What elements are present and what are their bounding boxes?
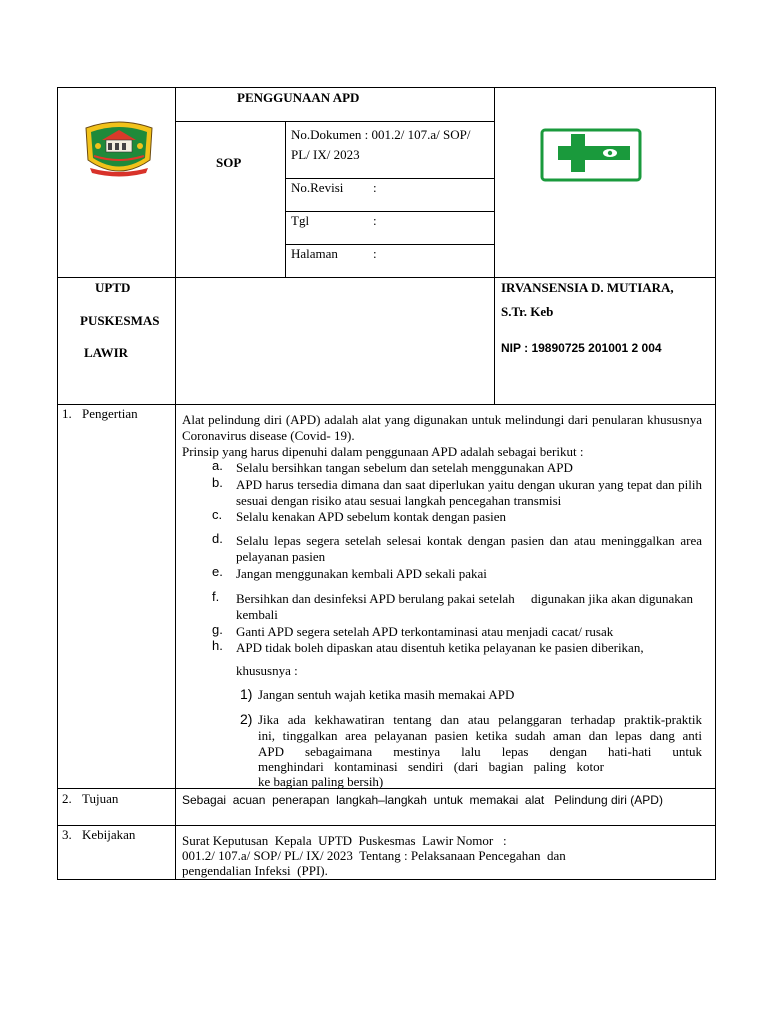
page-colon: :	[373, 246, 377, 261]
section-1-label: Pengertian	[82, 406, 138, 421]
list-marker: a.	[212, 458, 223, 473]
sub-list-line: menghindari kontaminasi sendiri (dari bagian paling kotor	[258, 759, 604, 774]
list-item: Ganti APD segera setelah APD terkontaminasi atau menjadi cacat/ rusak	[236, 624, 614, 639]
revision-colon: :	[373, 180, 377, 195]
puskesmas-logo	[540, 128, 642, 182]
document-title: PENGGUNAAN APD	[237, 90, 360, 105]
emblem-icon	[80, 120, 158, 180]
list-marker: c.	[212, 507, 223, 522]
list-item: Bersihkan dan desinfeksi APD berulang pakai setelah digunakan jika akan digunakan kembali	[236, 591, 697, 622]
list-item: Selalu lepas segera setelah selesai kontak dengan pasien dan atau meninggalkan area pelayanan pasien	[236, 533, 702, 564]
sub-list-item: Jangan sentuh wajah ketika masih memakai APD	[258, 687, 515, 702]
section-3-label: Kebijakan	[82, 827, 136, 842]
section-2-number: 2.	[62, 791, 72, 806]
list-item: Selalu kenakan APD sebelum kontak dengan pasien	[236, 509, 507, 524]
sub-list-line: ke bagian paling bersih)	[258, 774, 384, 789]
sub-list-line: ini, tinggalkan area pelayanan pasien ketika sudah aman dan lepas dang anti	[258, 728, 702, 743]
sop-label: SOP	[216, 155, 242, 170]
health-cross-icon	[540, 128, 642, 182]
regional-emblem-logo	[80, 120, 158, 180]
section-2-label: Tujuan	[82, 791, 119, 806]
org-line-2: PUSKESMAS	[80, 313, 160, 328]
sub-list-marker: 2)	[240, 711, 253, 727]
item-h-continuation: khususnya :	[236, 663, 298, 678]
policy-line: Surat Keputusan Kepala UPTD Puskesmas Lawir Nomor :	[182, 833, 507, 848]
signatory-nip: NIP : 19890725 201001 2 004	[501, 341, 662, 355]
list-marker: h.	[212, 638, 223, 653]
signatory-name: IRVANSENSIA D. MUTIARA,	[501, 280, 674, 295]
list-marker: f.	[212, 589, 220, 604]
list-marker: d.	[212, 531, 223, 546]
policy-line: 001.2/ 107.a/ SOP/ PL/ IX/ 2023 Tentang : Pelaksanaan Pencegahan dan	[182, 848, 566, 863]
date-label: Tgl	[291, 213, 310, 228]
principle-text: Prinsip yang harus dipenuhi dalam penggunaan APD adalah sebagai berikut :	[182, 444, 584, 459]
sub-list-line: Jika ada kekhawatiran tentang dan atau pelanggaran terhadap praktik-praktik	[258, 712, 702, 727]
list-item: Jangan menggunakan kembali APD sekali pakai	[236, 566, 487, 581]
page-label: Halaman	[291, 246, 338, 261]
section-1-number: 1.	[62, 406, 72, 421]
list-marker: b.	[212, 475, 223, 490]
section-3-number: 3.	[62, 827, 72, 842]
policy-line: pengendalian Infeksi (PPI).	[182, 863, 328, 878]
list-item: APD tidak boleh dipaskan atau disentuh ketika pelayanan ke pasien diberikan,	[236, 640, 644, 655]
date-colon: :	[373, 213, 377, 228]
list-marker: g.	[212, 622, 223, 637]
revision-label: No.Revisi	[291, 180, 344, 195]
list-item: Selalu bersihkan tangan sebelum dan setelah menggunakan APD	[236, 460, 573, 475]
definition-text: Alat pelindung diri (APD) adalah alat yang digunakan untuk melindungi dari penularan khususnya Coronavirus disease (Covid- 19).	[182, 412, 702, 443]
signatory-degree: S.Tr. Keb	[501, 304, 554, 319]
org-line-3: LAWIR	[84, 345, 129, 360]
sub-list-marker: 1)	[240, 686, 253, 702]
purpose-text: Sebagai acuan penerapan langkah–langkah untuk memakai alat Pelindung diri (APD)	[182, 793, 663, 807]
sub-list-line: APD sebagaimana mestinya lalu lepas dengan hati-hati untuk	[258, 744, 702, 759]
list-marker: e.	[212, 564, 223, 579]
org-line-1: UPTD	[95, 280, 131, 295]
list-item: APD harus tersedia dimana dan saat diperlukan yaitu dengan ukuran yang tepat dan pilih sesuai dengan risiko atau sesuai langkah pencegahan transmisi	[236, 477, 702, 508]
document-number: No.Dokumen : 001.2/ 107.a/ SOP/ PL/ IX/ 2023	[291, 127, 471, 162]
